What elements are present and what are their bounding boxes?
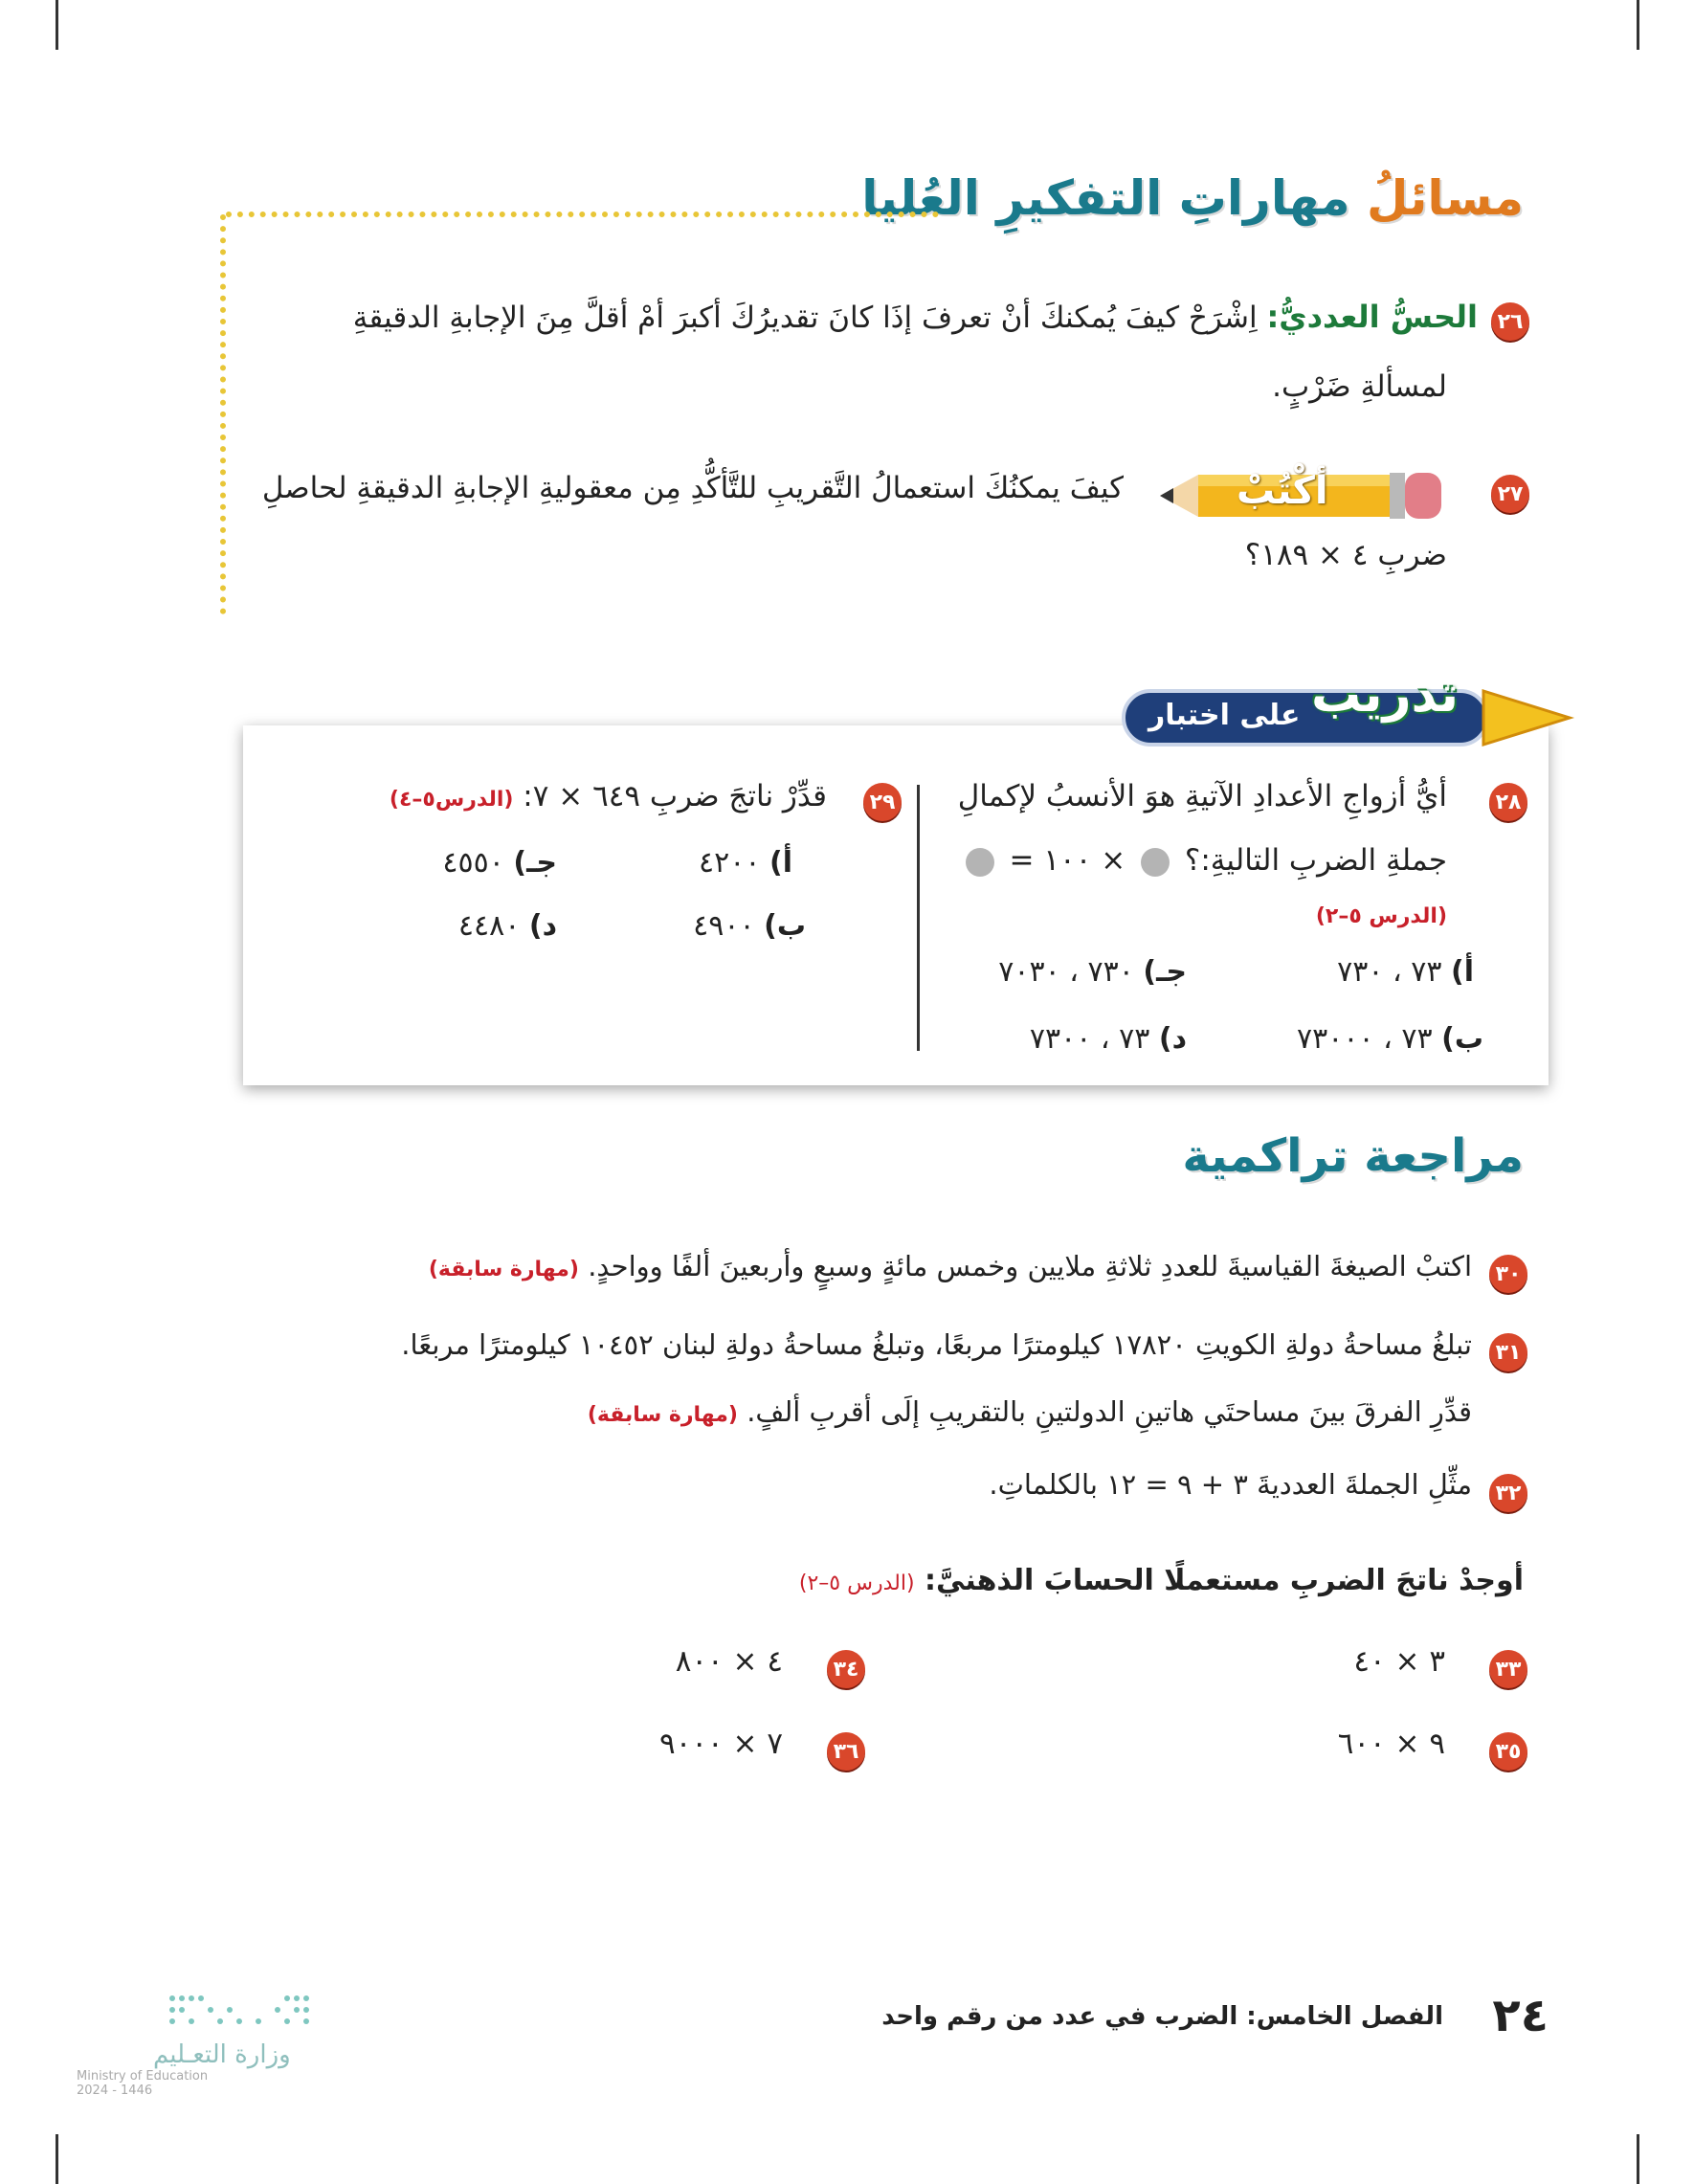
review-section-title: مراجعة تراكمية: [1182, 1129, 1524, 1183]
option-letter: د): [1158, 1022, 1187, 1056]
option-value: ٤٩٠٠: [693, 909, 755, 943]
question-30-text: اكتبْ الصيغةَ القياسيةَ للعددِ ثلاثةِ ملايين وخمس مائةٍ وسبعٍ وأربعينَ ألفًا وواحدٍ.: [588, 1250, 1472, 1282]
option-value: ٧٣٠ ، ٧٠٣٠: [998, 955, 1134, 989]
question-28-line1: أيُّ أزواجِ الأعدادِ الآتيةِ هوَ الأنسبُ لإكمالِ: [957, 779, 1447, 813]
exercise-35: ٩ × ٦٠٠: [1337, 1727, 1445, 1761]
crop-mark: [56, 0, 58, 50]
question-number-badge: ٢٦: [1491, 302, 1529, 341]
question-28-line2: [960, 837, 1447, 885]
ministry-name-en: Ministry of Education: [77, 2069, 209, 2084]
option-value: ٤٥٥٠: [442, 846, 504, 880]
question-31-text: قدِّرِ الفرقَ بينَ مساحتَي هاتينِ الدولتينِ بالتقريبِ إلَى أقربِ ألفٍ.: [747, 1395, 1472, 1428]
question-number-badge: ٢٧: [1491, 475, 1529, 513]
option-value: ٧٣ ، ٧٣٠٠: [1029, 1022, 1150, 1056]
lesson-reference: (الدرس ٥–٢): [798, 1571, 915, 1595]
chapter-name: الضرب في عدد من رقم واحد: [881, 2002, 1238, 2031]
option-letter: أ): [769, 846, 792, 880]
option-value: ٤٢٠٠: [699, 846, 761, 880]
ministry-dots-icon: [77, 1989, 316, 2037]
option-letter: جـ): [1143, 955, 1187, 989]
answer-option-a[interactable]: [1337, 955, 1474, 989]
question-number-badge: ٣٥: [1489, 1732, 1527, 1771]
question-27-line1: كيفَ يمكنُكَ استعمالُ التَّقريبِ للتَّأكُّدِ مِن معقوليةِ الإجابةِ الدقيقةِ لحاصلِ: [261, 471, 1124, 505]
answer-option-a[interactable]: [699, 846, 792, 880]
instruction-text: أوجدْ ناتجَ الضربِ مستعملًا الحسابَ الذهنيَّ:: [925, 1564, 1524, 1597]
answer-option-c[interactable]: [442, 846, 557, 880]
question-number-badge: ٣٣: [1489, 1650, 1527, 1688]
number-sense-label: الحسُّ العدديُّ:: [1266, 299, 1478, 335]
answer-option-c[interactable]: [998, 955, 1187, 989]
dotted-divider: [226, 212, 939, 217]
hots-title-part2: مهاراتِ التفكيرِ العُليا: [861, 170, 1350, 226]
write-label: أكْتُبْ: [1237, 469, 1328, 513]
question-number-badge: ٣٠: [1489, 1255, 1527, 1293]
crop-mark: [56, 2134, 58, 2184]
question-27-line2: ضربِ ٤ × ١٨٩؟: [1244, 538, 1447, 572]
crop-mark: [1637, 2134, 1639, 2184]
lesson-reference: (الدرس٥–٤): [389, 788, 514, 812]
skill-reference: (مهارة سابقة): [428, 1258, 579, 1281]
blank-circle-icon: [966, 848, 994, 877]
hots-section-title: [861, 170, 1524, 226]
question-number-badge: ٣٤: [827, 1650, 865, 1688]
question-number-badge: ٣١: [1489, 1333, 1527, 1371]
dotted-border: [220, 214, 226, 614]
option-value: ٧٣ ، ٧٣٠: [1337, 955, 1442, 989]
question-26-line1: [353, 293, 1478, 343]
question-26-text: اِشْرَحْ كيفَ يُمكنكَ أنْ تعرفَ إذَا كانَ تقديرُكَ أكبرَ أمْ أقلَّ مِنَ الإجابةِ الدقيقةِ: [352, 301, 1258, 335]
option-value: ٧٣ ، ٧٣٠٠٠: [1297, 1022, 1433, 1056]
ministry-name-ar: وزارة التعـليم: [153, 2040, 291, 2069]
hots-title-part1: مسائلُ: [1366, 170, 1524, 226]
skill-reference: (مهارة سابقة): [587, 1403, 738, 1427]
pencil-write-icon: [1160, 465, 1447, 526]
exercise-33: ٣ × ٤٠: [1353, 1644, 1445, 1679]
chapter-label: الفصل الخامس:: [1246, 2002, 1443, 2031]
question-number-badge: ٣٢: [1489, 1474, 1527, 1512]
question-number-badge: ٢٨: [1489, 783, 1527, 821]
mental-math-instruction: [799, 1558, 1524, 1604]
chapter-title: [881, 2002, 1443, 2031]
test-practice-banner: [1120, 666, 1579, 762]
option-letter: أ): [1451, 955, 1474, 989]
answer-option-b[interactable]: [1297, 1022, 1483, 1056]
question-29-line1: [390, 773, 827, 821]
question-28-text: جملةِ الضربِ التاليةِ:؟: [1184, 843, 1447, 878]
blank-circle-icon: [1141, 848, 1170, 877]
question-29-text: قدِّرْ ناتجَ ضربِ ٦٤٩ × ٧:: [523, 779, 827, 813]
exercise-36: ٧ × ٩٠٠٠: [659, 1727, 783, 1761]
question-number-badge: ٢٩: [863, 783, 902, 821]
option-letter: ب): [1441, 1022, 1483, 1056]
answer-option-d[interactable]: [1030, 1022, 1187, 1056]
ministry-logo: [77, 1989, 316, 2132]
question-30: [429, 1244, 1472, 1288]
option-letter: جـ): [513, 846, 557, 880]
option-letter: ب): [764, 909, 806, 943]
question-28-equation: × ١٠٠ =: [1009, 843, 1126, 878]
banner-big-text: تدريب: [1311, 666, 1460, 724]
banner-small-text: على اختبار: [1148, 699, 1301, 732]
page-number: ٢٤: [1492, 1989, 1549, 2042]
lesson-reference: (الدرس ٥–٢): [1315, 904, 1447, 928]
year-label: 2024 - 1446: [77, 2084, 153, 2098]
option-value: ٤٤٨٠: [457, 909, 521, 943]
question-31-line2: [588, 1390, 1472, 1434]
question-number-badge: ٣٦: [827, 1732, 865, 1771]
answer-option-b[interactable]: [693, 909, 806, 943]
question-32: مثِّلِ الجملةَ العدديةَ ٣ + ٩ = ١٢ بالكلماتِ.: [989, 1468, 1472, 1501]
answer-option-d[interactable]: [458, 909, 557, 943]
question-26-line2: لمسألةِ ضَرْبٍ.: [1272, 369, 1447, 404]
exercise-34: ٤ × ٨٠٠: [675, 1644, 783, 1679]
option-letter: د): [528, 909, 557, 943]
question-31-line1: تبلغُ مساحةُ دولةِ الكويتِ ١٧٨٢٠ كيلومترًا مربعًا، وتبلغُ مساحةُ دولةِ لبنان ١٠٤٥٢ كيلومترًا مربعًا.: [401, 1328, 1472, 1361]
column-divider: [917, 785, 920, 1051]
crop-mark: [1637, 0, 1639, 50]
